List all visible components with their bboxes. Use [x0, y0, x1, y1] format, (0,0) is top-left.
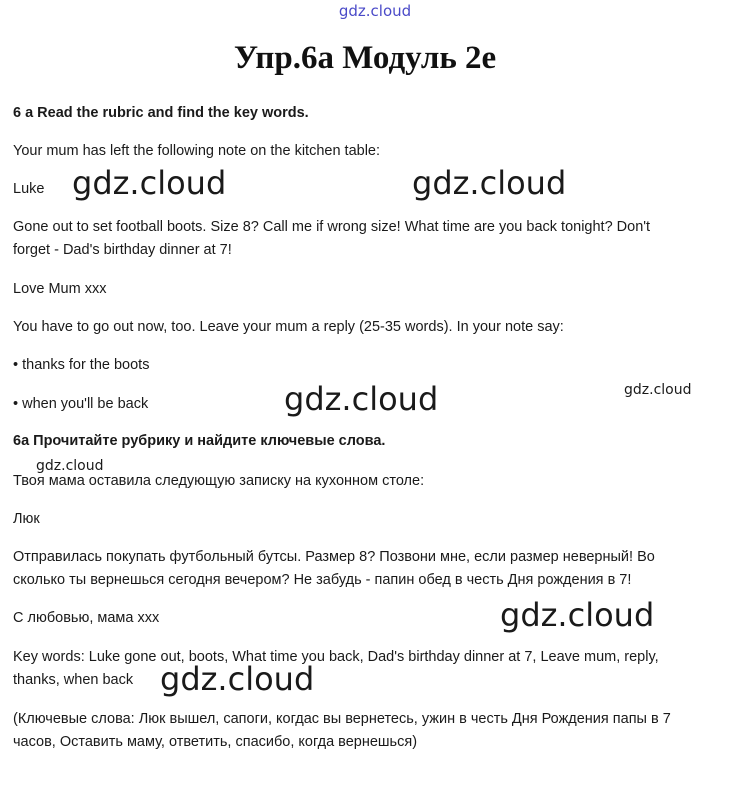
- key-words-line-2: thanks, when back: [13, 672, 134, 688]
- english-note-body-line-2: forget - Dad's birthday dinner at 7!: [13, 242, 232, 258]
- watermark: gdz.cloud: [500, 596, 655, 634]
- watermark: gdz.cloud: [412, 164, 567, 202]
- english-task: You have to go out now, too. Leave your mum a reply (25-35 words). In your note say:: [13, 319, 564, 335]
- key-words-translation-line-2: часов, Оставить маму, ответить, спасибо, когда вернешься): [13, 734, 418, 750]
- english-note-sign: Love Mum xxx: [13, 281, 107, 297]
- russian-intro: Твоя мама оставила следующую записку на кухонном столе:: [13, 473, 425, 489]
- english-bullet-when-back: • when you'll be back: [13, 396, 149, 412]
- russian-heading: 6a Прочитайте рубрику и найдите ключевые слова.: [13, 433, 386, 449]
- russian-note-body-line-1: Отправилась покупать футбольный бутсы. Размер 8? Позвони мне, если размер неверный! Во: [13, 549, 655, 565]
- english-bullet-thanks: • thanks for the boots: [13, 357, 150, 373]
- top-watermark: gdz.cloud: [338, 2, 412, 20]
- english-note-to: Luke: [13, 181, 45, 197]
- russian-note-body-line-2: сколько ты вернешься сегодня вечером? Не забудь - папин обед в честь Дня рождения в 7!: [13, 572, 632, 588]
- watermark: gdz.cloud: [160, 660, 315, 698]
- russian-note-sign: С любовью, мама xxx: [13, 610, 160, 626]
- english-heading: 6 a Read the rubric and find the key words.: [13, 105, 309, 121]
- watermark: gdz.cloud: [624, 382, 692, 398]
- english-intro: Your mum has left the following note on the kitchen table:: [13, 143, 381, 159]
- key-words-line-1: Key words: Luke gone out, boots, What time you back, Dad's birthday dinner at 7, Leave mum, reply,: [13, 649, 659, 665]
- watermark: gdz.cloud: [72, 164, 227, 202]
- russian-note-to: Люк: [13, 511, 40, 527]
- watermark: gdz.cloud: [284, 380, 439, 418]
- watermark: gdz.cloud: [36, 458, 104, 474]
- english-note-body-line-1: Gone out to set football boots. Size 8? Call me if wrong size! What time are you back tonight? Don't: [13, 219, 651, 235]
- page-title: Упр.6а Модуль 2е: [233, 40, 497, 76]
- key-words-translation-line-1: (Ключевые слова: Люк вышел, сапоги, когдас вы вернетесь, ужин в честь Дня Рождения папы в 7: [13, 711, 671, 727]
